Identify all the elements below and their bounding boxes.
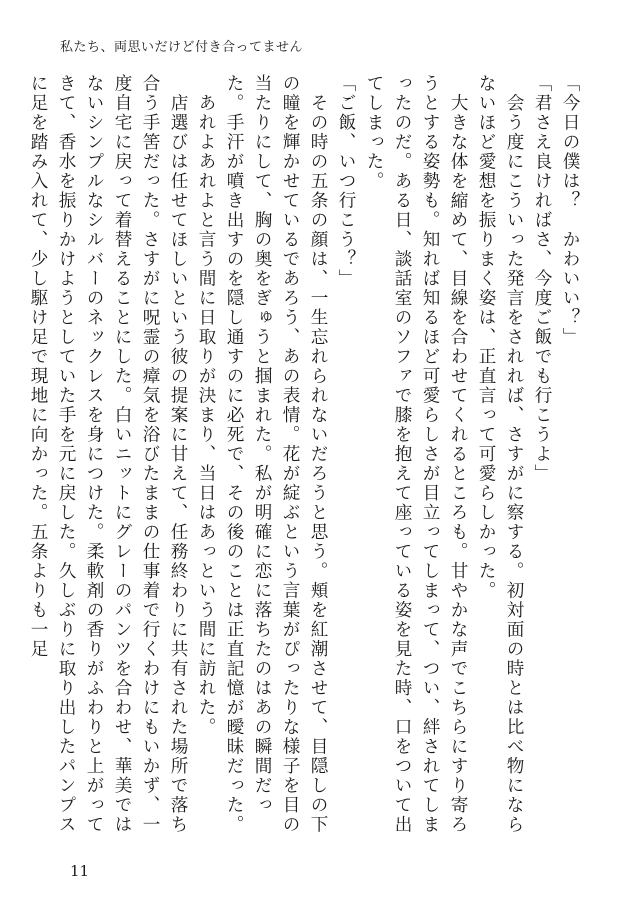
paragraph-4: 大きな体を縮めて、目線を合わせてくれるところも。甘やかな声でこちらにすり寄ろうとする姿勢も。知れば知るほど可愛らしさが目立ってしまって、つい、絆されてしまったのだ。ある日、談話室のソファで膝を抱えて座っている姿を見た時、口をついて出てしまった。 [364, 74, 468, 835]
paragraph-8: 店選びは任せてほしいという彼の提案に甘えて、任務終わりに共有された場所で落ち合う手筈だった。さすがに呪霊の瘴気を浴びたままの仕事着で行くわけにもいかず、一度自宅に戻って着替えることにした。白いニットにグレーのパンツを合わせ、華美ではないシンプルなシルバーのネックレスを身につけた。柔軟剤の香りがふわりと上がってきて、香水を振りかけようとしていた手を元に戻した。久しぶりに取り出したパンプスに足を踏み入れて、少し駆け足で現地に向かった。五条よりも一足 [28, 74, 188, 835]
novel-body-text [28, 74, 584, 844]
paragraph-3: 会う度にこういった発言をされれば、さすがに察する。初対面の時とは比べ物にならないほど愛想を振りまく姿は、正直言って可愛らしかった。 [476, 74, 524, 835]
paragraph-1: 「今日の僕は？ かわいい？」 [560, 74, 580, 347]
paragraph-5: 「ご飯、いつ行こう？」 [336, 74, 356, 289]
page-number: 11 [70, 862, 90, 880]
paragraph-7: あれよあれよと言う間に日取りが決まり、当日はあっという間に訪れた。 [196, 74, 216, 737]
paragraph-6: その時の五条の顔は、一生忘れられないだろうと思う。頬を紅潮させて、目隠しの下の瞳を輝かせているであろう、あの表情。花が綻ぶという言葉がぴったりな様子を目の当たりにして、胸の奥をぎゅうと掴まれた。私が明確に恋に落ちたのはあの瞬間だった。手汗が噴き出すのを隠し通すのに必死で、その後のことは正直記憶が曖昧だった。 [224, 74, 328, 835]
running-head: 私たち、両思いだけど付き合ってません [60, 40, 304, 55]
paragraph-2: 「君さえ良ければさ、今度ご飯でも行こうよ」 [532, 74, 552, 484]
